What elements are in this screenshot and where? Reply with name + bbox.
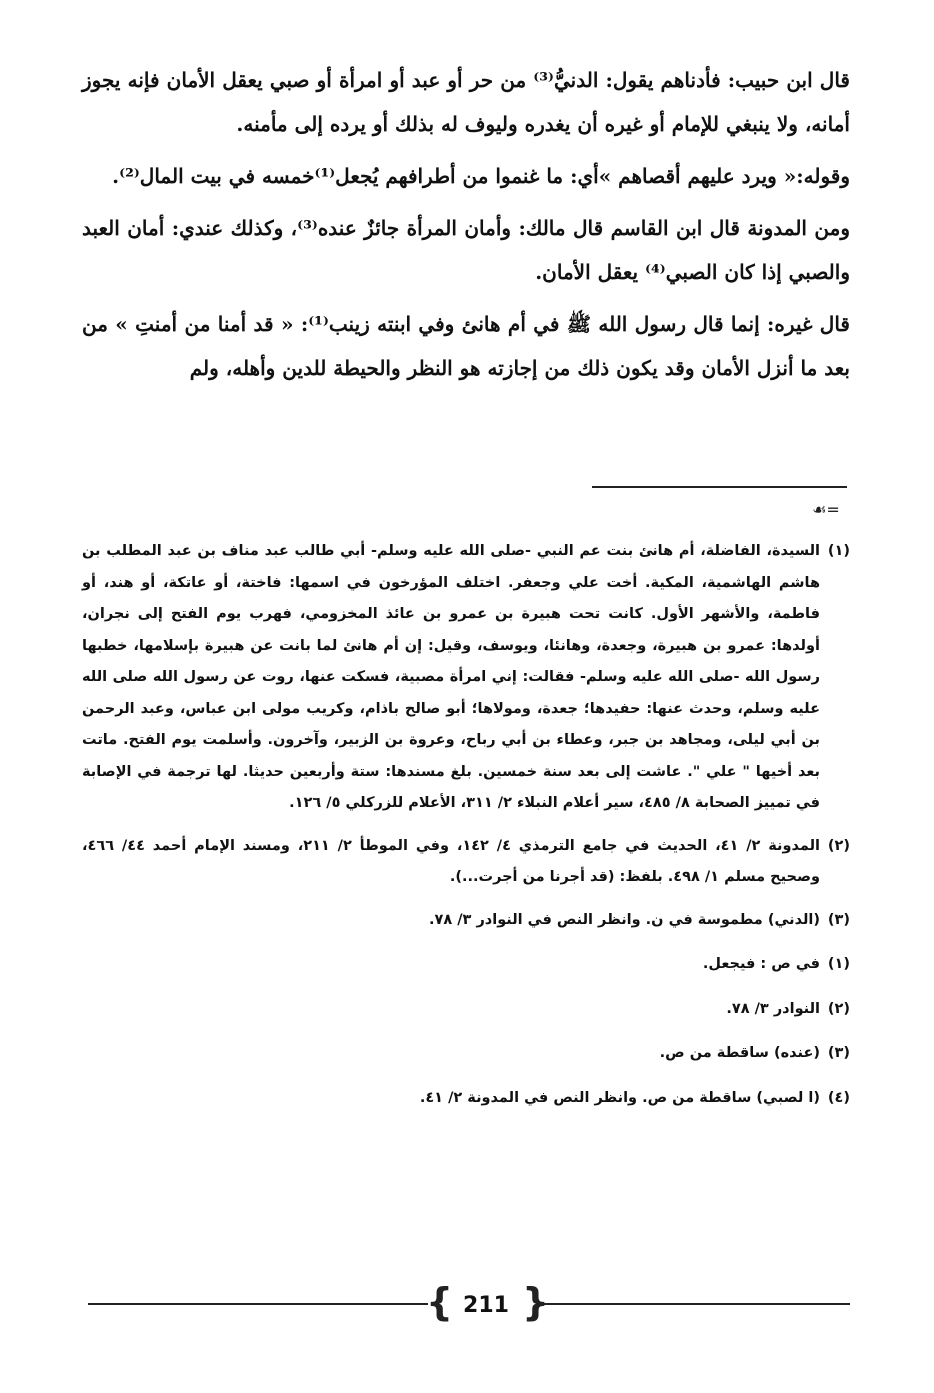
footnotes xyxy=(82,536,850,1127)
footnote-item xyxy=(82,994,850,1026)
page-footer xyxy=(88,1282,850,1330)
footnote-number: (٢) xyxy=(827,837,850,854)
footnote-separator xyxy=(592,486,847,488)
footnote-item xyxy=(82,536,850,820)
footnote-item xyxy=(82,1083,850,1115)
footnote-number: (٢) xyxy=(827,1000,850,1017)
ornament-icon: ☙= xyxy=(812,500,840,519)
footnote-number: (٣) xyxy=(827,1045,850,1061)
footnote-number: (٣) xyxy=(827,911,850,928)
footer-rule-left xyxy=(88,1303,428,1305)
footnote-text: السيدة، الفاضلة، أم هانئ بنت عم النبي -صلى الله عليه وسلم- أبي طالب عبد مناف بن عبد المطلب بن هاشم الهاشمية، المكية. أخت علي وجعفر. اختلف المؤرخون في اسمها: فاختة، أو عاتكة، أو هند، أو فاطمة، والأشهر الأول. كانت تحت هبيرة بن عمرو بن عائذ المخزومي، فهرب يوم الفتح إلى نجران، أولدها: عمرو بن هبيرة، وجعدة، وهانئا، ويوسف، وقيل: إن أم هانئ لما بانت عن هبيرة بإسلامها، خطبها رسول الله -صلى الله عليه وسلم- فقالت: إني امرأة مصبية، فسكت عنها، روت عن رسول الله صلى الله عليه وسلم، وحدث عنها: حفيدها؛ جعدة، ومولاها؛ أبو صالح باذام، وكريب مولى ابن عباس، وعبد الرحمن بن أبي ليلى، ومجاهد بن جبر، وعطاء بن أبي رباح، وعروة بن الزبير، وآخرون. وأسلمت يوم الفتح. ماتت بعد أخيها " علي ". عاشت إلى بعد سنة خمسين. بلغ مسندها: ستة وأربعين حديثا. لها ترجمة في الإصابة في تمييز الصحابة ٨/ ٤٨٥، سير أعلام النبلاء ٢/ ٣١١، الأعلام للزركلي ٥/ ١٢٦. xyxy=(82,543,820,811)
footnote-item xyxy=(82,905,850,937)
footnote-text: (الدني) مطموسة في ن. وانظر النص في النوادر ٣/ ٧٨. xyxy=(428,911,820,928)
footer-rule-right xyxy=(538,1303,850,1305)
footnote-text: النوادر ٣/ ٧٨. xyxy=(726,1000,820,1017)
footnote-text: (عنده) ساقطة من ص. xyxy=(659,1045,820,1061)
paragraph-4: قال غيره: إنما قال رسول الله ﷺ في أم هانئ وفي ابنته زينب⁽¹⁾: « قد أمنا من أمنتِ » من بعد ما أنزل الأمان وقد يكون ذلك من إجازته هو النظر والحيطة للدين وأهله، ولم xyxy=(82,312,850,380)
footnote-text: المدونة ٢/ ٤١، الحديث في جامع الترمذي ٤/ ١٤٢، وفي الموطأ ٢/ ٢١١، ومسند الإمام أحمد ٤٤/ ٤٦٦، وصحيح مسلم ١/ ٤٩٨. بلفظ: (قد أجرنا من أجرت...). xyxy=(82,837,820,885)
page-number: 211 xyxy=(463,1293,509,1318)
footnote-number: (١) xyxy=(827,956,850,972)
bracket-right-icon: } xyxy=(522,1280,550,1324)
footnote-text: (ا لصبي) ساقطة من ص. وانظر النص في المدونة ٢/ ٤١. xyxy=(419,1089,820,1106)
paragraph-3: ومن المدونة قال ابن القاسم قال مالك: وأمان المرأة جائزٌ عنده⁽³⁾، وكذلك عندي: أمان العبد والصبي إذا كان الصبي⁽⁴⁾ يعقل الأمان. xyxy=(82,216,851,284)
paragraph-1: قال ابن حبيب: فأدناهم يقول: الدنيُّ⁽³⁾ من حر أو عبد أو امرأة أو صبي يعقل الأمان فإنه يجوز أمانه، ولا ينبغي للإمام أو غيره أن يغدره وليوف له بذلك أو يرده إلى مأمنه. xyxy=(82,68,850,136)
main-text xyxy=(82,58,850,398)
paragraph-2: وقوله:« ويرد عليهم أقصاهم »أي: ما غنموا من أطرافهم يُجعل⁽¹⁾خمسه في بيت المال⁽²⁾. xyxy=(112,164,850,188)
footnote-number: (١) xyxy=(827,543,850,559)
footnote-item xyxy=(82,831,850,894)
footnote-number: (٤) xyxy=(827,1089,850,1106)
footnote-text: في ص : فيجعل. xyxy=(702,956,820,972)
footnote-item xyxy=(82,1038,850,1070)
bracket-left-icon: { xyxy=(426,1280,454,1324)
footnote-item xyxy=(82,949,850,981)
